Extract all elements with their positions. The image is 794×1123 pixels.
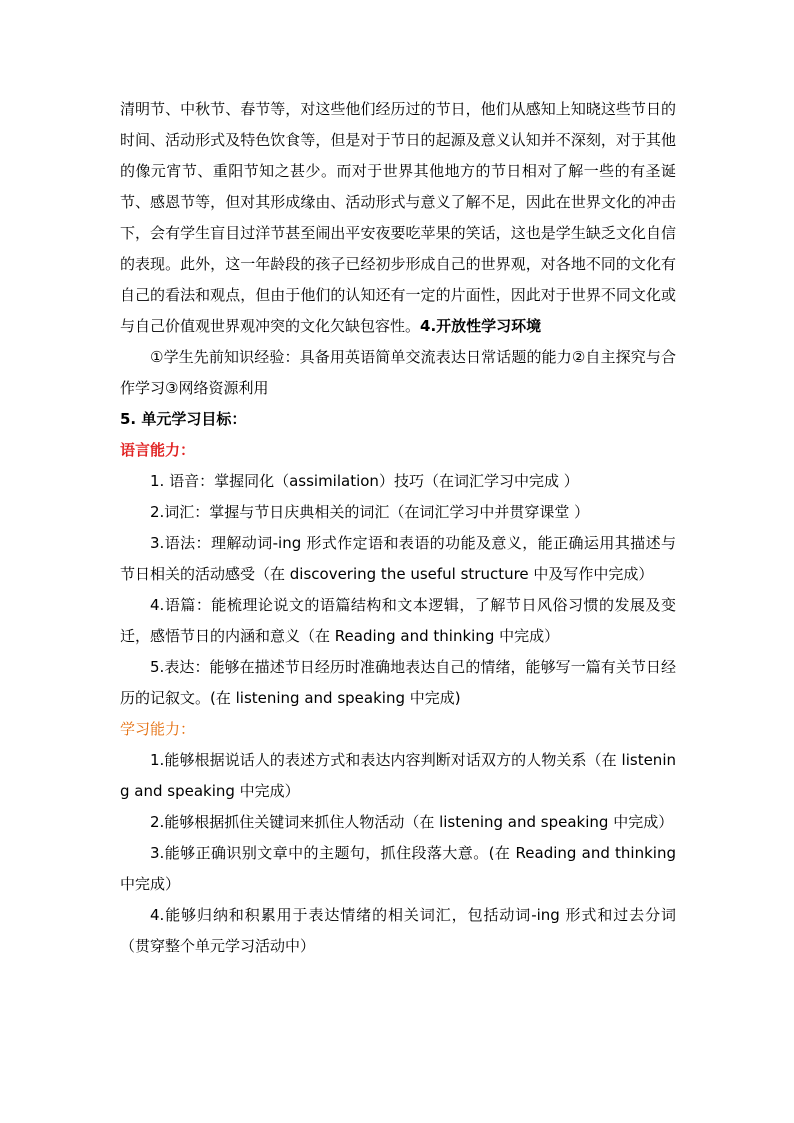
section-heading-4: 4.开放性学习环境 [420, 317, 542, 335]
document-body [120, 94, 676, 962]
analysis-text: 清明节、中秋节、春节等，对这些他们经历过的节日，他们从感知上知晓这些节日的时间、活动形式及特色饮食等，但是对于节日的起源及意义认知并不深刻，对于其他的像元宵节、重阳节知之甚少。而对于世界其他地方的节日相对了解一些的有圣诞节、感恩节等，但对其形成缘由、活动形式与意义了解不足，因此在世界文化的冲击下，会有学生盲目过洋节甚至闹出平安夜要吃苹果的笑话，这也是学生缺乏文化自信的表现。此外，这一年龄段的孩子已经初步形成自己的世界观，对各地不同的文化有自己的看法和观点，但由于他们的认知还有一定的片面性，因此对于世界不同文化或与自己价值观世界观冲突的文化欠缺包容性。 [120, 100, 676, 335]
analysis-paragraph [120, 94, 676, 342]
section-heading-5: 5. 单元学习目标： [120, 410, 247, 428]
learning-environment-paragraph: ①学生先前知识经验：具备用英语简单交流表达日常话题的能力②自主探究与合作学习③网络资源利用 [120, 348, 676, 397]
language-goal-item: 5.表达：能够在描述节日经历时准确地表达自己的情绪，能够写一篇有关节日经历的记叙文。(在 listening and speaking 中完成) [120, 658, 676, 707]
language-ability-heading: 语言能力： [120, 441, 196, 459]
language-goal-item: 1. 语音：掌握同化（assimilation）技巧（在词汇学习中完成 ） [150, 472, 579, 490]
study-goal-item: 3.能够正确识别文章中的主题句，抓住段落大意。(在 Reading and thinking 中完成） [120, 844, 676, 893]
language-goal-item: 4.语篇：能梳理论说文的语篇结构和文本逻辑，了解节日风俗习惯的发展及变迁，感悟节日的内涵和意义（在 Reading and thinking 中完成） [120, 596, 676, 645]
study-ability-heading: 学习能力： [120, 720, 196, 738]
study-goal-item: 1.能够根据说话人的表述方式和表达内容判断对话双方的人物关系（在 listening and speaking 中完成） [120, 751, 676, 800]
language-goal-item: 2.词汇：掌握与节日庆典相关的词汇（在词汇学习中并贯穿课堂 ） [150, 503, 590, 521]
language-goal-item: 3.语法：理解动词-ing 形式作定语和表语的功能及意义，能正确运用其描述与节日相关的活动感受（在 discovering the useful structure 中及写作中完成） [120, 534, 676, 583]
study-goal-item: 4.能够归纳和积累用于表达情绪的相关词汇，包括动词-ing 形式和过去分词（贯穿整个单元学习活动中） [120, 906, 676, 955]
study-goal-item: 2.能够根据抓住关键词来抓住人物活动（在 listening and speaking 中完成） [150, 813, 674, 831]
